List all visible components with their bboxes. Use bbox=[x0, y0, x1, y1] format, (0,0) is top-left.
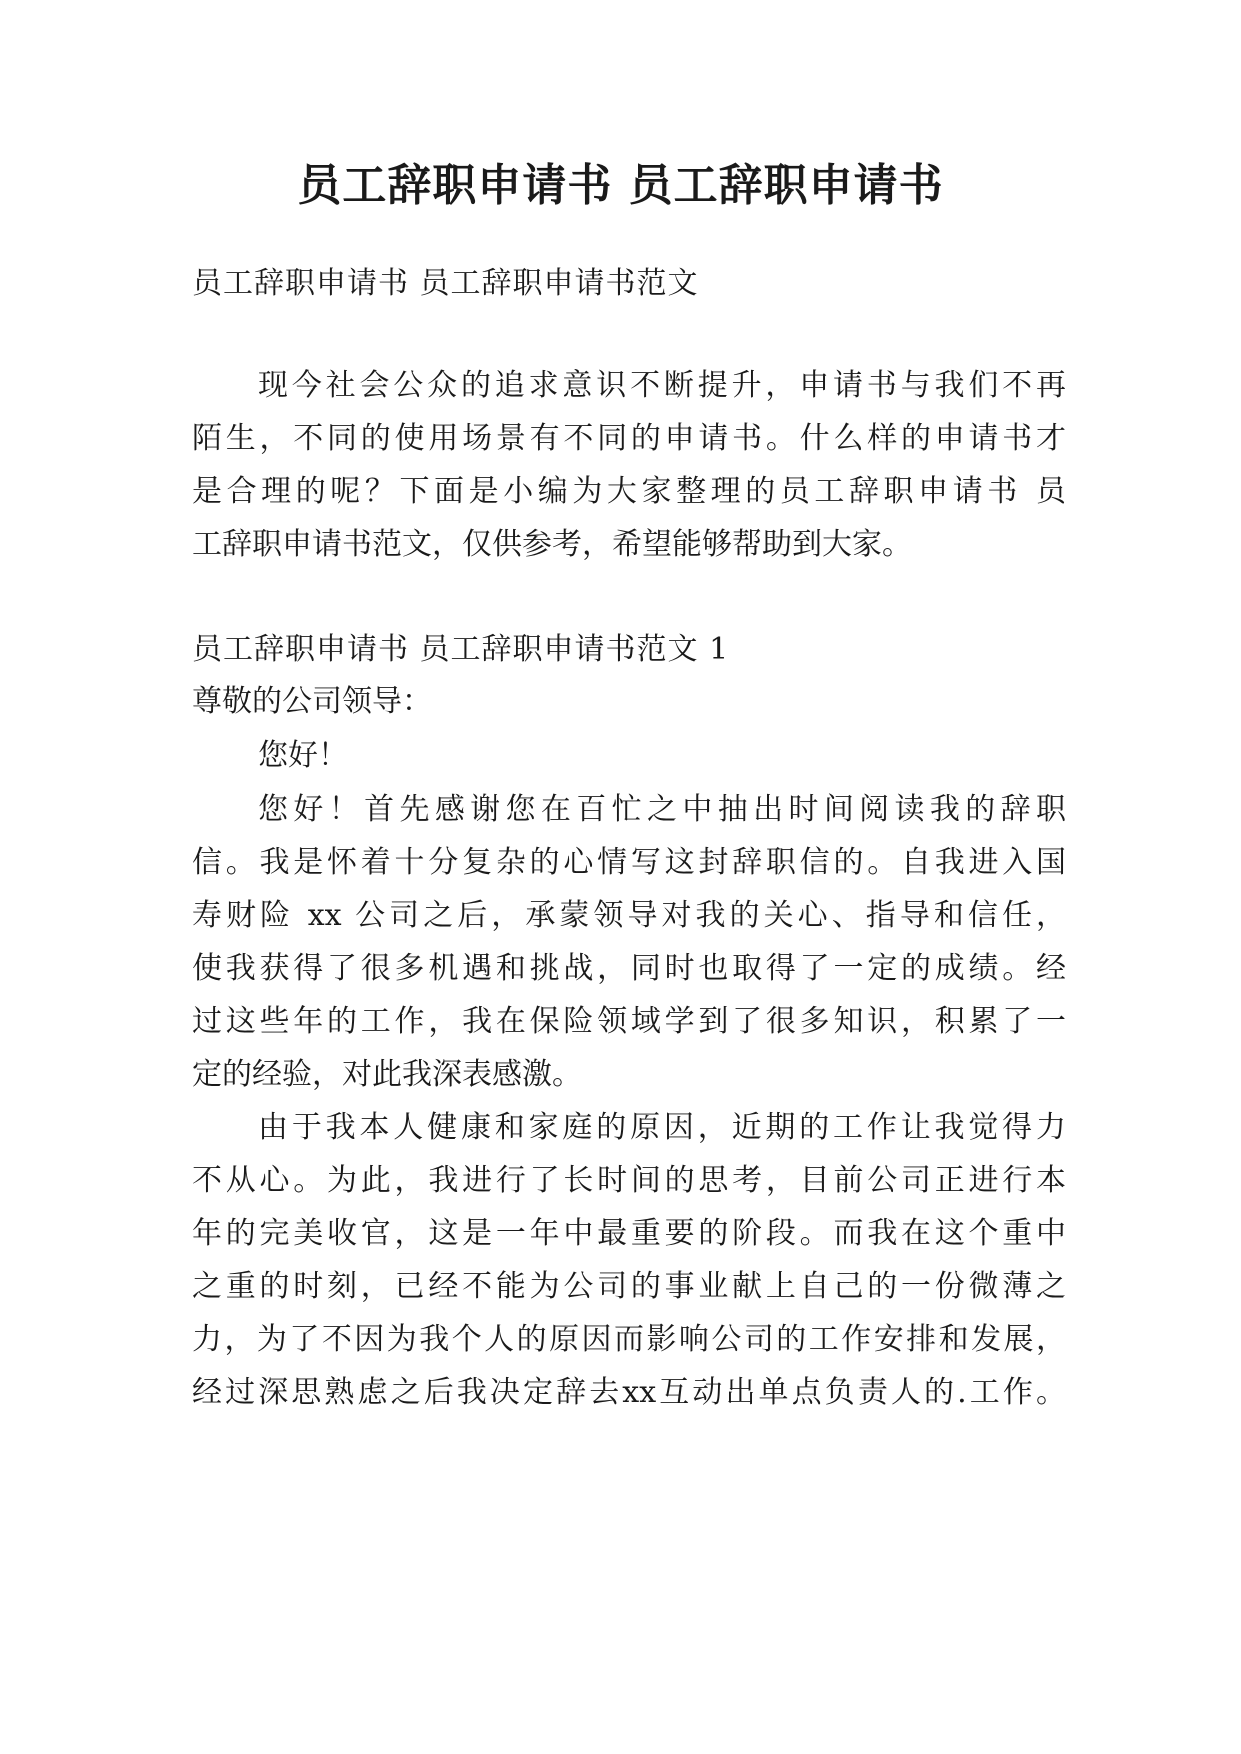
paragraph1-line-6: 定的经验，对此我深表感激。 bbox=[192, 1057, 582, 1092]
document-subtitle: 员工辞职申请书 员工辞职申请书范文 bbox=[192, 266, 699, 301]
intro-line-4: 工辞职申请书范文，仅供参考，希望能够帮助到大家。 bbox=[192, 527, 912, 562]
paragraph1-line-2: 信。我是怀着十分复杂的心情写这封辞职信的。自我进入国 bbox=[192, 845, 1066, 880]
paragraph2-line-5: 力，为了不因为我个人的原因而影响公司的工作安排和发展， bbox=[192, 1322, 1066, 1357]
paragraph1-line-3: 寿财险 xx 公司之后，承蒙领导对我的关心、指导和信任， bbox=[192, 898, 1066, 933]
salutation: 尊敬的公司领导： bbox=[192, 684, 432, 719]
paragraph1-line-4: 使我获得了很多机遇和挑战，同时也取得了一定的成绩。经 bbox=[192, 951, 1066, 986]
paragraph2-line-1: 由于我本人健康和家庭的原因，近期的工作让我觉得力 bbox=[258, 1110, 1066, 1145]
intro-line-2: 陌生，不同的使用场景有不同的申请书。什么样的申请书才 bbox=[192, 421, 1066, 456]
section-heading: 员工辞职申请书 员工辞职申请书范文 1 bbox=[192, 632, 730, 667]
paragraph1-line-1: 您好！首先感谢您在百忙之中抽出时间阅读我的辞职 bbox=[258, 792, 1066, 827]
intro-line-1: 现今社会公众的追求意识不断提升，申请书与我们不再 bbox=[258, 368, 1066, 403]
paragraph1-line-5: 过这些年的工作，我在保险领域学到了很多知识，积累了一 bbox=[192, 1004, 1066, 1039]
paragraph2-line-6: 经过深思熟虑之后我决定辞去xx互动出单点负责人的.工作。 bbox=[192, 1375, 1066, 1410]
document-title: 员工辞职申请书 员工辞职申请书 bbox=[297, 160, 944, 211]
paragraph2-line-4: 之重的时刻，已经不能为公司的事业献上自己的一份微薄之 bbox=[192, 1269, 1066, 1304]
greeting: 您好！ bbox=[258, 738, 348, 773]
paragraph2-line-3: 年的完美收官，这是一年中最重要的阶段。而我在这个重中 bbox=[192, 1216, 1066, 1251]
paragraph2-line-2: 不从心。为此，我进行了长时间的思考，目前公司正进行本 bbox=[192, 1163, 1066, 1198]
intro-line-3: 是合理的呢？下面是小编为大家整理的员工辞职申请书 员 bbox=[192, 474, 1066, 509]
